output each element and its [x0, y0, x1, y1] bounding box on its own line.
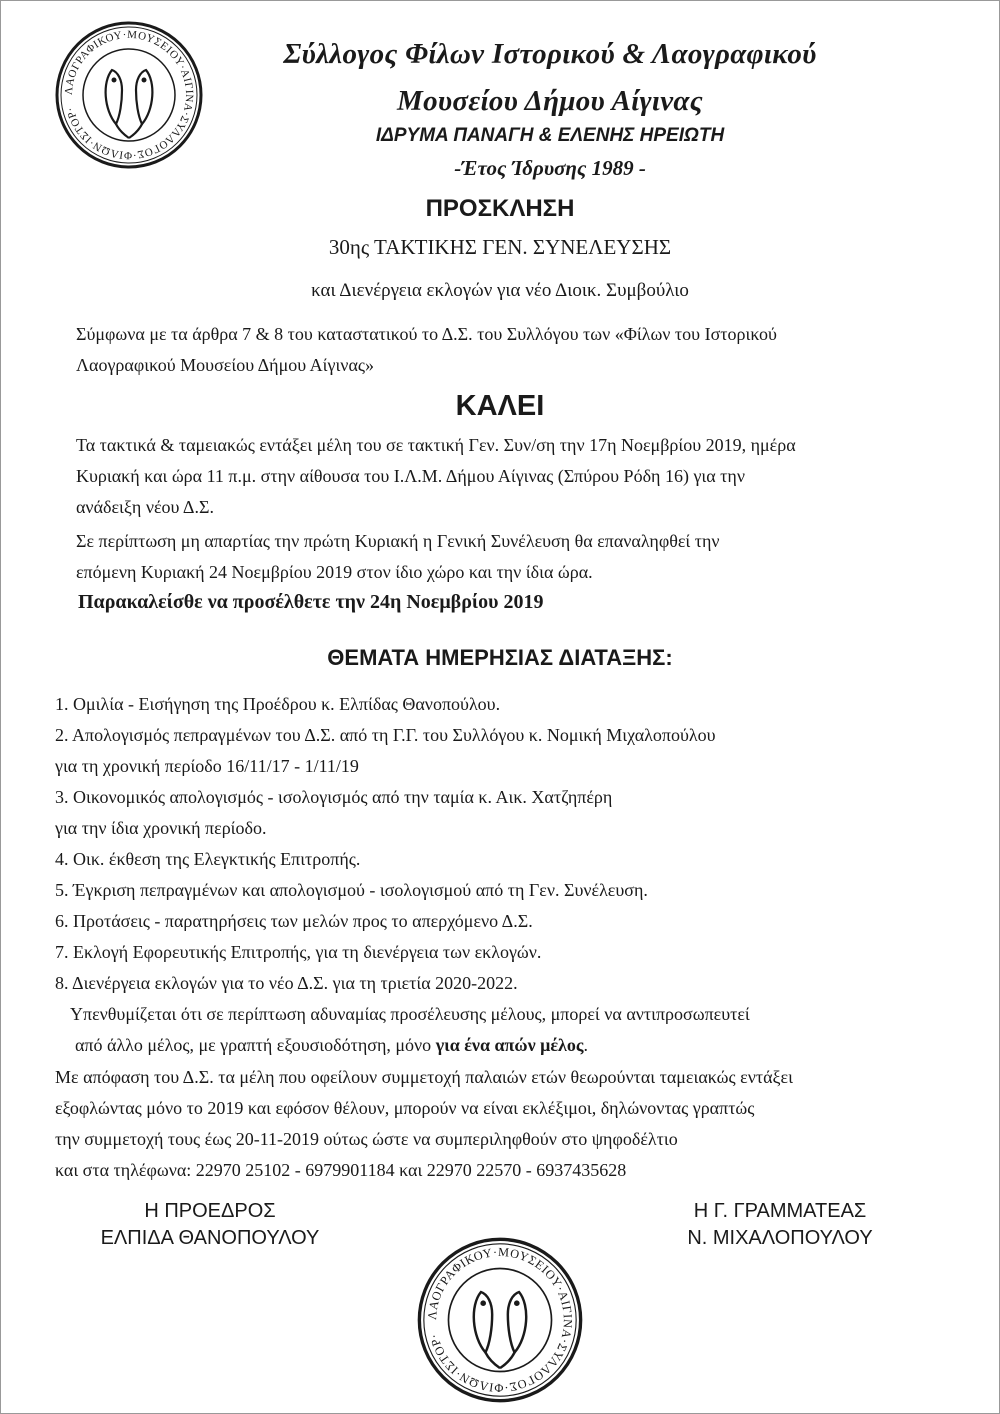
foundation-name: ΙΔΡΥΜΑ ΠΑΝΑΓΗ & ΕΛΕΝΗΣ ΗΡΕΙΩΤΗ [375, 125, 725, 146]
agenda-item: 8. Διενέργεια εκλογών για το νέο Δ.Σ. για τη τριετία 2020-2022. [55, 973, 518, 993]
calls-heading: ΚΑΛΕΙ [455, 390, 545, 422]
established-year: -Έτος Ίδρυσης 1989 - [454, 156, 646, 180]
notice-text: από άλλο μέλος, με γραπτή εξουσιοδότηση, μόνο [75, 1035, 436, 1055]
decision-line: εξοφλώντας μόνο το 2019 και εφόσον θέλουν, μπορούν να είναι εκλέξιμοι, δηλώνοντας γραπτώς [55, 1098, 755, 1118]
decision-line: Με απόφαση του Δ.Σ. τα μέλη που οφείλουν συμμετοχή παλαιών ετών θεωρούνται ταμειακώς εντάξει [55, 1067, 793, 1087]
contact-phones: και στα τηλέφωνα: 22970 25102 - 6979901184 και 22970 22570 - 6937435628 [55, 1160, 627, 1180]
agenda-item: 1. Ομιλία - Εισήγηση της Προέδρου κ. Ελπίδας Θανοπούλου. [55, 694, 501, 714]
invitation-title: ΠΡΟΣΚΛΗΣΗ [425, 195, 575, 222]
notice-line: Υπενθυμίζεται ότι σε περίπτωση αδυναμίας προσέλευσης μέλους, μπορεί να αντιπροσωπευτεί [70, 1004, 750, 1024]
agenda-item: 4. Οικ. έκθεση της Ελεγκτικής Επιτροπής. [55, 849, 361, 869]
svg-text:ΛΑΟΓΡΑΦΙΚΟΥ·ΜΟΥΣΕΙΟΥ·ΑΙΓΙΝΑ·ΣΥ: ΛΑΟΓΡΑΦΙΚΟΥ·ΜΟΥΣΕΙΟΥ·ΑΙΓΙΝΑ·ΣΥΛΛΟΓΟΣ·ΦΙΛΩΝ·ΙΣΤΟΡ· [62, 28, 196, 162]
body-line: Τα τακτικά & ταμειακώς εντάξει μέλη του σε τακτική Γεν. Συν/ση την 17η Νοεμβρίου 2019, ημέρα [76, 435, 796, 455]
organization-name-line1: Σύλλογος Φίλων Ιστορικού & Λαογραφικού [283, 38, 817, 70]
agenda-item-continuation: για την ίδια χρονική περίοδο. [55, 818, 267, 838]
agenda-list [55, 689, 975, 999]
secretary-signature-block [620, 1198, 940, 1252]
meeting-details-paragraph [76, 430, 966, 523]
seal-emblem-icon [416, 1236, 584, 1404]
meeting-subtitle: 30ης ΤΑΚΤΙΚΗΣ ΓΕΝ. ΣΥΝΕΛΕΥΣΗΣ [328, 235, 672, 259]
decision-line: την συμμετοχή τους έως 20-11-2019 ούτως ώστε να συμπεριληφθούν στο ψηφοδέλτιο [55, 1129, 678, 1149]
quorum-paragraph [76, 526, 966, 588]
president-signature-block [60, 1198, 360, 1252]
agenda-item: 6. Προτάσεις - παρατηρήσεις των μελών προς το απερχόμενο Δ.Σ. [55, 911, 533, 931]
intro-paragraph [76, 319, 966, 381]
agenda-item: 5. Έγκριση πεπραγμένων και απολογισμού - ισολογισμού από τη Γεν. Συνέλευση. [55, 880, 648, 900]
board-decision-paragraph [55, 1062, 975, 1186]
body-line: επόμενη Κυριακή 24 Νοεμβρίου 2019 στον ίδιο χώρο και την ίδια ώρα. [76, 562, 593, 582]
agenda-item: 3. Οικονομικός απολογισμός - ισολογισμός από την ταμία κ. Αικ. Χατζηπέρη [55, 787, 613, 807]
secretary-role: Η Γ. ΓΡΑΜΜΑΤΕΑΣ [693, 1200, 867, 1222]
agenda-item: 2. Απολογισμός πεπραγμένων του Δ.Σ. από τη Γ.Γ. του Συλλόγου κ. Νομική Μιχαλοπούλου [55, 725, 716, 745]
svg-text:ΛΑΟΓΡΑΦΙΚΟΥ·ΜΟΥΣΕΙΟΥ·ΑΙΓΙΝΑ·ΣΥ: ΛΑΟΓΡΑΦΙΚΟΥ·ΜΟΥΣΕΙΟΥ·ΑΙΓΙΝΑ·ΣΥΛΛΟΓΟΣ·ΦΙΛΩΝ·ΙΣΤΟΡ· [425, 1244, 575, 1395]
proxy-notice [55, 999, 975, 1061]
notice-bold-text: για ένα απών μέλος [435, 1035, 584, 1055]
agenda-item: 7. Εκλογή Εφορευτικής Επιτροπής, για τη διενέργεια των εκλογών. [55, 942, 542, 962]
secretary-name: Ν. ΜΙΧΑΛΟΠΟΥΛΟΥ [687, 1227, 873, 1249]
president-name: ΕΛΠΙΔΑ ΘΑΝΟΠΟΥΛΟΥ [100, 1227, 320, 1249]
notice-line [55, 1030, 975, 1061]
organization-name-line2: Μουσείου Δήμου Αίγινας [396, 85, 704, 117]
body-line: Σε περίπτωση μη απαρτίας την πρώτη Κυριακή η Γενική Συνέλευση θα επαναληφθεί την [76, 531, 720, 551]
attendance-request: Παρακαλείσθε να προσέλθετε την 24η Νοεμβρίου 2019 [78, 591, 544, 613]
body-line: Κυριακή και ώρα 11 π.μ. στην αίθουσα του Ι.Λ.Μ. Δήμου Αίγινας (Σπύρου Ρόδη 16) για την [76, 466, 745, 486]
elections-subtitle: και Διενέργεια εκλογών για νέο Διοικ. Συμβούλιο [311, 280, 689, 301]
intro-line: Λαογραφικού Μουσείου Δήμου Αίγινας» [76, 355, 375, 375]
body-line: ανάδειξη νέου Δ.Σ. [76, 497, 214, 517]
notice-text-end: . [583, 1035, 588, 1055]
intro-line: Σύμφωνα με τα άρθρα 7 & 8 του καταστατικού το Δ.Σ. του Συλλόγου των «Φίλων του Ιστορικού [76, 324, 777, 344]
seal-stamp-bottom [416, 1236, 584, 1404]
agenda-title: ΘΕΜΑΤΑ ΗΜΕΡΗΣΙΑΣ ΔΙΑΤΑΞΗΣ: [327, 645, 673, 670]
president-role: Η ΠΡΟΕΔΡΟΣ [144, 1200, 276, 1222]
agenda-item-continuation: για τη χρονική περίοδο 16/11/17 - 1/11/19 [55, 756, 359, 776]
